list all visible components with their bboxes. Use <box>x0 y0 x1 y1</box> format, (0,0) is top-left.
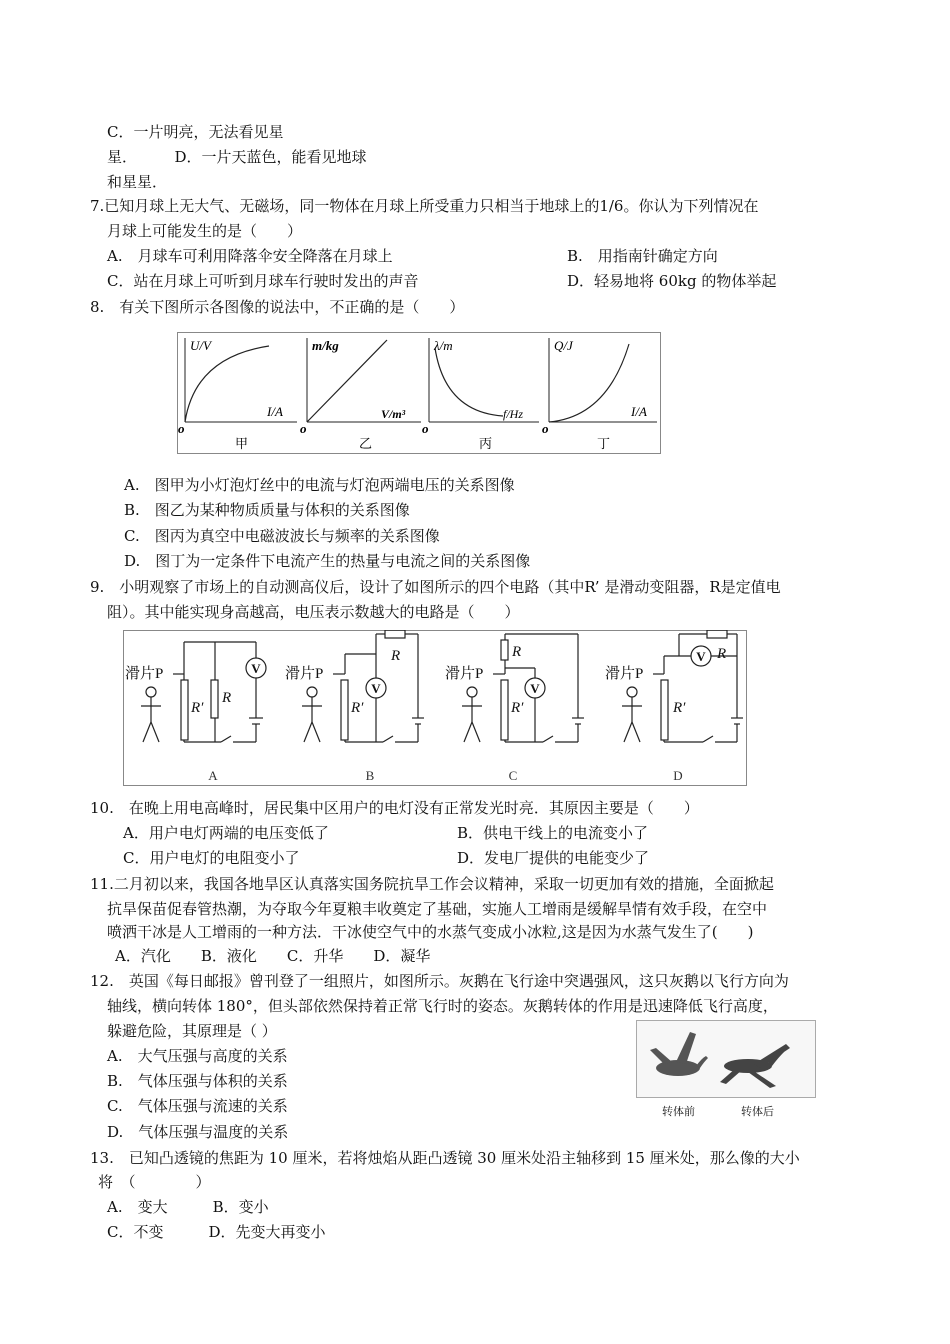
circuit-d-rfixed: R <box>717 646 727 662</box>
circuit-b-label: B <box>365 768 375 783</box>
q8-option-a: A. 图甲为小灯泡灯丝中的电流与灯泡两端电压的关系图像 <box>124 476 515 494</box>
photo-caption-before: 转体前 <box>662 1105 695 1118</box>
q8-option-b: B. 图乙为某种物质质量与体积的关系图像 <box>124 501 410 519</box>
circuit-c-rvar: R′ <box>511 700 524 716</box>
circuit-b-rfixed: R <box>391 648 401 664</box>
graph-ding <box>542 338 657 451</box>
q6-option-continued-2: 和星星． <box>107 173 168 191</box>
graph-jia-origin: o <box>178 421 185 436</box>
graph-jia-caption: 甲 <box>235 436 249 451</box>
circuit-c-slider-label: 滑片P <box>445 666 484 682</box>
q10-stem: 10. 在晚上用电高峰时，居民集中区用户的电灯没有正常发光时亮．其原因主要是（ ） <box>90 799 699 817</box>
q11-stem-cont-2: 喷洒干冰是人工增雨的一种方法．干冰使空气中的水蒸气变成小冰粒,这是因为水蒸气发生了( ) <box>107 923 754 941</box>
person-icon-c <box>462 687 482 742</box>
graph-ding-origin: o <box>542 421 549 436</box>
q7-stem-cont: 月球上可能发生的是（ ） <box>107 222 303 240</box>
person-icon-a <box>141 687 161 742</box>
graph-ding-caption: 丁 <box>597 436 611 451</box>
person-icon-d <box>622 687 642 742</box>
q9-stem-cont: 阻）。其中能实现身高越高，电压表示数越大的电路是（ ） <box>107 603 520 621</box>
graph-bing-caption: 丙 <box>479 436 493 451</box>
q8-option-c: C. 图丙为真空中电磁波波长与频率的关系图像 <box>124 527 440 545</box>
q6-option-continued: 星． D．一片天蓝色，能看见地球 <box>107 148 367 166</box>
q11-options: A．汽化 B．液化 C．升华 D．凝华 <box>115 947 431 965</box>
circuit-d-slider-label: 滑片P <box>605 666 644 682</box>
q7-option-c: C．站在月球上可听到月球车行驶时发出的声音 <box>107 272 419 290</box>
circuit-a-slider-label: 滑片P <box>125 666 164 682</box>
q10-option-c: C．用户电灯的电阻变小了 <box>123 849 300 867</box>
q7-stem: 7.已知月球上无大气、无磁场，同一物体在月球上所受重力只相当于地球上的1/6。你认为下列情况在 <box>90 197 759 215</box>
graph-ding-ylabel: Q/J <box>554 338 573 353</box>
circuit-b-slider-label: 滑片P <box>285 666 324 682</box>
circuit-a-voltmeter: V <box>251 661 261 676</box>
goose-photo <box>636 1020 816 1098</box>
graph-bing-xlabel: f/Hz <box>503 407 524 421</box>
q13-stem: 13. 已知凸透镜的焦距为 10 厘米，若将烛焰从距凸透镜 30 厘米处沿主轴移到 15 厘米处，那么像的大小 <box>90 1149 800 1167</box>
q8-graphs-figure <box>177 332 661 454</box>
q13-options-cd: C．不变 D．先变大再变小 <box>107 1223 326 1241</box>
q7-option-b: B. 用指南针确定方向 <box>567 247 718 265</box>
circuit-a-label: A <box>208 768 218 783</box>
q9-circuits-figure <box>123 630 747 786</box>
q11-stem: 11.二月初以来，我国各地旱区认真落实国务院抗旱工作会议精神，采取一切更加有效的措施，全面掀起 <box>90 875 774 893</box>
circuit-d-rvar: R′ <box>673 700 686 716</box>
q11-stem-cont: 抗旱保苗促春管热潮，为夺取今年夏粮丰收奠定了基础，实施人工增雨是缓解旱情有效手段，在空中 <box>107 900 768 918</box>
q10-option-d: D．发电厂提供的电能变少了 <box>457 849 650 867</box>
circuit-a-rfixed: R <box>222 690 232 706</box>
graph-jia <box>178 338 297 451</box>
q7-option-a: A. 月球车可利用降落伞安全降落在月球上 <box>107 247 393 265</box>
q8-stem: 8. 有关下图所示各图像的说法中，不正确的是（ ） <box>90 298 465 316</box>
q12-stem-cont: 轴线，横向转体 180°，但头部依然保持着正常飞行时的姿态。灰鹅转体的作用是迅速降低飞行高度， <box>107 997 778 1015</box>
circuit-c-voltmeter: V <box>530 681 540 696</box>
circuit-d <box>653 630 743 742</box>
graph-yi-ylabel: m/kg <box>312 338 339 353</box>
q12-option-c: C. 气体压强与流速的关系 <box>107 1097 288 1115</box>
graph-ding-xlabel: I/A <box>631 404 647 419</box>
q12-stem: 12. 英国《每日邮报》曾刊登了一组照片，如图所示。灰鹅在飞行途中突遇强风，这只灰鹅以飞行方向为 <box>90 972 789 990</box>
q9-stem: 9. 小明观察了市场上的自动测高仪后，设计了如图所示的四个电路（其中R’ 是滑动变阻器，R是定值电 <box>90 578 781 596</box>
circuit-d-voltmeter: V <box>696 649 706 664</box>
graph-bing-origin: o <box>422 421 429 436</box>
graph-bing <box>422 338 539 451</box>
circuit-c-rfixed: R <box>512 644 522 660</box>
graph-bing-ylabel: λ/m <box>434 338 453 353</box>
q8-option-d: D. 图丁为一定条件下电流产生的热量与电流之间的关系图像 <box>124 552 531 570</box>
q12-stem-cont-2: 躲避危险，其原理是（ ） <box>107 1022 277 1040</box>
q10-option-a: A．用户电灯两端的电压变低了 <box>123 824 329 842</box>
q12-option-a: A. 大气压强与高度的关系 <box>107 1047 288 1065</box>
q13-options-ab: A. 变大 B．变小 <box>107 1198 269 1216</box>
circuit-c-label: C <box>508 768 518 783</box>
q7-option-d: D．轻易地将 60kg 的物体举起 <box>567 272 777 290</box>
circuit-a-rvar: R′ <box>191 700 204 716</box>
person-icon-b <box>302 687 322 742</box>
circuit-b-voltmeter: V <box>371 681 381 696</box>
q12-option-b: B. 气体压强与体积的关系 <box>107 1072 288 1090</box>
q13-stem-cont: 将 （ ） <box>98 1173 211 1191</box>
graph-yi-caption: 乙 <box>359 436 373 451</box>
q6-option-c: C．一片明亮，无法看见星 <box>107 123 284 141</box>
q12-option-d: D. 气体压强与温度的关系 <box>107 1123 289 1141</box>
graph-jia-ylabel: U/V <box>190 338 211 353</box>
photo-caption-after: 转体后 <box>741 1105 774 1118</box>
graph-yi-origin: o <box>300 421 307 436</box>
circuit-a <box>173 642 266 742</box>
graph-yi-xlabel: V/m³ <box>381 407 406 421</box>
circuit-d-label: D <box>673 768 683 783</box>
q10-option-b: B．供电干线上的电流变小了 <box>457 824 649 842</box>
circuit-b-rvar: R′ <box>351 700 364 716</box>
graph-jia-xlabel: I/A <box>267 404 283 419</box>
graph-yi <box>300 338 421 451</box>
